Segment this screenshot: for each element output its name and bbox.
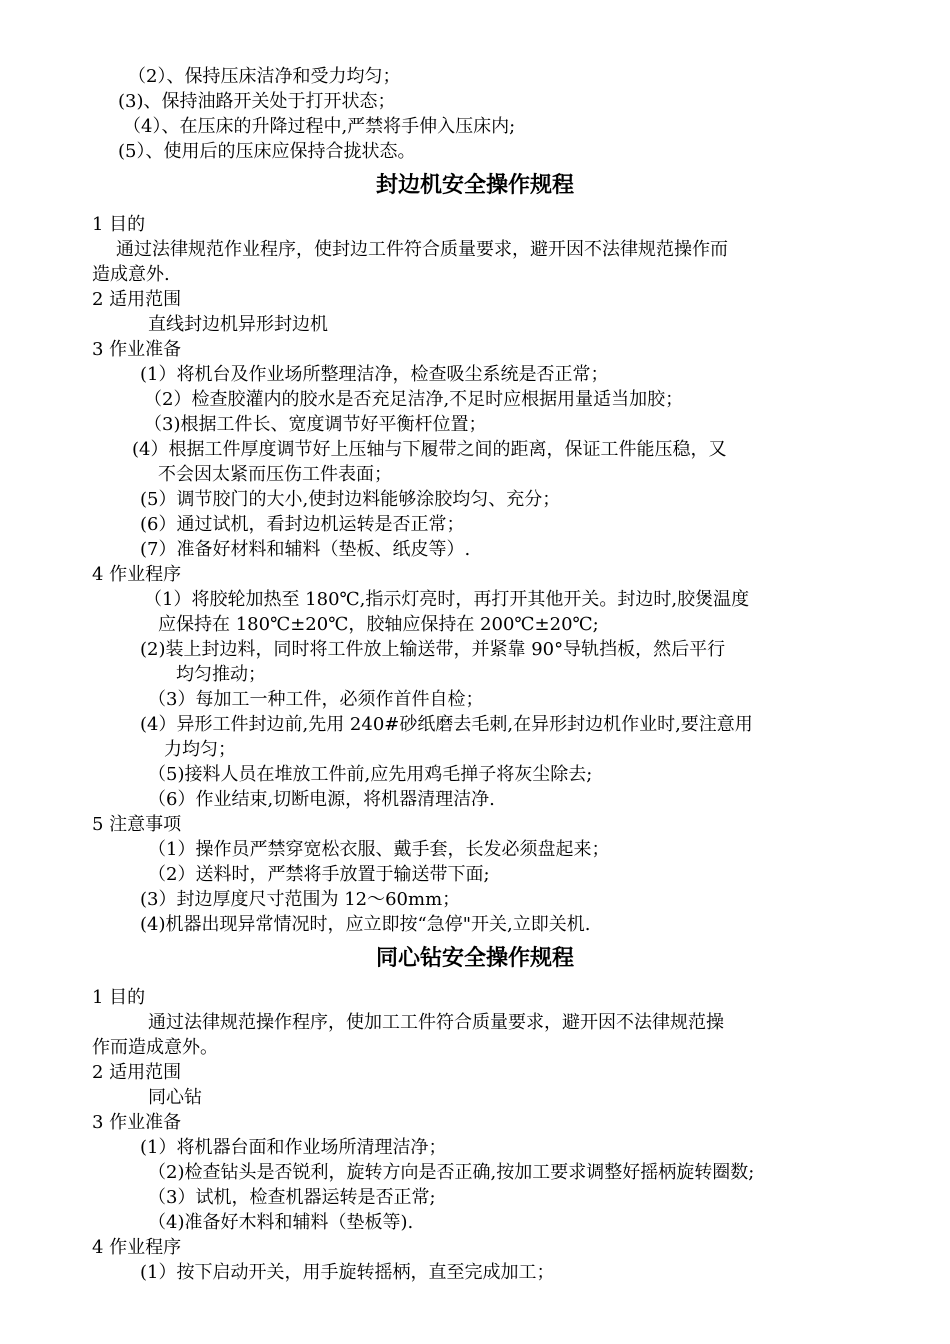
paragraph-line: 通过法律规范操作程序，使加工工件符合质量要求，避开因不法律规范操 (148, 1012, 724, 1033)
list-item: (3）封边厚度尺寸范围为 12～60mm； (140, 889, 461, 910)
section-title: 同心钻安全操作规程 (375, 946, 574, 971)
list-item: （2)检查钻头是否锐利，旋转方向是否正确,按加工要求调整好摇柄旋转圈数; (148, 1162, 755, 1183)
list-item: (2)装上封边料，同时将工件放上输送带，并紧靠 90°导轨挡板，然后平行 (140, 639, 726, 660)
list-item: (1）按下启动开关，用手旋转摇柄，直至完成加工； (140, 1262, 555, 1283)
intro-item: (5）、使用后的压床应保持合拢状态。 (118, 141, 416, 162)
section-heading: 4 作业程序 (92, 1237, 182, 1258)
section-heading: 2 适用范围 (92, 1062, 182, 1083)
list-item: （4)准备好木料和辅料（垫板等). (148, 1212, 414, 1233)
list-item: (6）通过试机，看封边机运转是否正常； (140, 514, 465, 535)
section-heading: 1 目的 (92, 987, 146, 1008)
section-heading: 2 适用范围 (92, 289, 182, 310)
intro-item: （2）、保持压床洁净和受力均匀； (128, 66, 401, 87)
list-item: （3）试机，检查机器运转是否正常; (148, 1187, 436, 1208)
list-item: (5）调节胶门的大小,使封边料能够涂胶均匀、充分； (140, 489, 561, 510)
intro-item: (3)、保持油路开关处于打开状态； (118, 91, 396, 112)
list-item: 应保持在 180℃±20℃，胶轴应保持在 200℃±20℃; (158, 614, 599, 635)
paragraph-line: 通过法律规范作业程序，使封边工件符合质量要求，避开因不法律规范操作而 (116, 239, 728, 260)
paragraph-line: 直线封边机异形封边机 (148, 314, 328, 335)
list-item: (1）将机台及作业场所整理洁净，检查吸尘系统是否正常； (140, 364, 609, 385)
list-item: （3）每加工一种工件，必须作首件自检； (148, 689, 484, 710)
section-heading: 3 作业准备 (92, 1112, 182, 1133)
paragraph-line: 同心钻 (148, 1087, 202, 1108)
list-item: （1）将胶轮加热至 180℃,指示灯亮时，再打开其他开关。封边时,胶煲温度 (144, 589, 750, 610)
list-item: (1）将机器台面和作业场所清理洁净； (140, 1137, 447, 1158)
list-item: （2）检查胶灌内的胶水是否充足洁净,不足时应根据用量适当加胶； (144, 389, 684, 410)
paragraph-line: 作而造成意外。 (92, 1037, 218, 1058)
list-item: (4)机器出现异常情况时，应立即按“急停"开关,立即关机. (140, 914, 591, 935)
list-item: 不会因太紧而压伤工件表面； (158, 464, 392, 485)
list-item: （1）操作员严禁穿宽松衣服、戴手套，长发必须盘起来； (148, 839, 610, 860)
section-heading: 3 作业准备 (92, 339, 182, 360)
list-item: （3)根据工件长、宽度调节好平衡杆位置； (144, 414, 487, 435)
section-heading: 5 注意事项 (92, 814, 182, 835)
list-item: （5)接料人员在堆放工件前,应先用鸡毛掸子将灰尘除去; (148, 764, 593, 785)
list-item: (4）根据工件厚度调节好上压轴与下履带之间的距离，保证工件能压稳，又 (132, 439, 727, 460)
list-item: (7）准备好材料和辅料（垫板、纸皮等）. (140, 539, 471, 560)
list-item: （2）送料时，严禁将手放置于输送带下面; (148, 864, 490, 885)
section-title: 封边机安全操作规程 (375, 173, 574, 198)
list-item: (4）异形工件封边前,先用 240#砂纸磨去毛刺,在异形封边机作业时,要注意用 (140, 714, 753, 735)
section-heading: 4 作业程序 (92, 564, 182, 585)
list-item: （6）作业结束,切断电源，将机器清理洁净. (148, 789, 495, 810)
paragraph-line: 造成意外. (92, 264, 170, 285)
list-item: 均匀推动； (176, 664, 266, 685)
section-heading: 1 目的 (92, 214, 146, 235)
list-item: 力均匀； (164, 739, 236, 760)
intro-item: （4）、在压床的升降过程中,严禁将手伸入压床内; (123, 116, 516, 137)
